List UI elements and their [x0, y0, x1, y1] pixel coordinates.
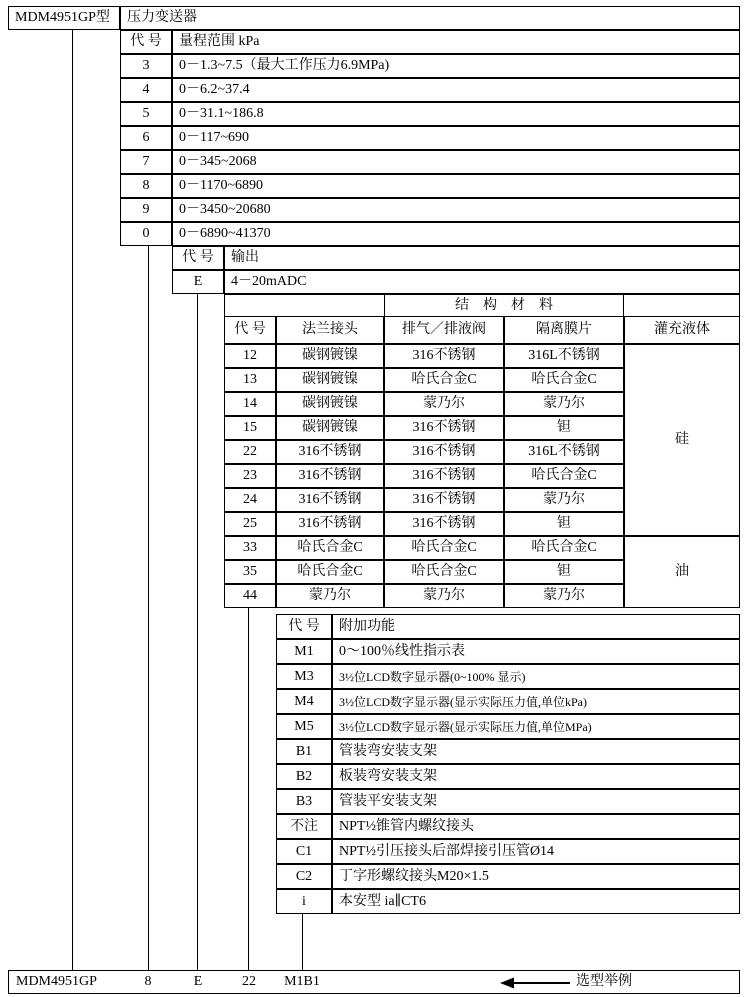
- range-code: 9: [120, 198, 172, 222]
- material-fluid-silicone: 硅: [624, 344, 740, 536]
- material-code: 22: [224, 440, 276, 464]
- material-valve: 蒙乃尔: [384, 584, 504, 608]
- example-range: 8: [132, 971, 164, 993]
- material-flange: 316不锈钢: [276, 488, 384, 512]
- material-code: 33: [224, 536, 276, 560]
- option-code: M4: [276, 689, 332, 714]
- material-code: 24: [224, 488, 276, 512]
- range-code: 8: [120, 174, 172, 198]
- material-valve: 316不锈钢: [384, 416, 504, 440]
- material-flange: 哈氏合金C: [276, 536, 384, 560]
- range-code: 0: [120, 222, 172, 246]
- option-code-header: 代 号: [276, 614, 332, 639]
- example-options: M1B1: [270, 971, 334, 993]
- range-text: 0－6.2~37.4: [172, 78, 740, 102]
- range-code: 3: [120, 54, 172, 78]
- option-code: M5: [276, 714, 332, 739]
- range-code: 4: [120, 78, 172, 102]
- range-text: 0－345~2068: [172, 150, 740, 174]
- option-title: 附加功能: [332, 614, 740, 639]
- option-text: NPT½锥管内螺纹接头: [332, 814, 740, 839]
- material-valve: 哈氏合金C: [384, 368, 504, 392]
- material-flange: 碳钢镀镍: [276, 416, 384, 440]
- material-flange: 316不锈钢: [276, 440, 384, 464]
- material-diaphragm: 蒙乃尔: [504, 488, 624, 512]
- connector-line-output: [197, 294, 198, 970]
- material-diaphragm: 哈氏合金C: [504, 536, 624, 560]
- option-code: M3: [276, 664, 332, 689]
- range-text: 0－6890~41370: [172, 222, 740, 246]
- material-code: 23: [224, 464, 276, 488]
- option-text: 丁字形螺纹接头M20×1.5: [332, 864, 740, 889]
- option-text: 0～100％线性指示表: [332, 639, 740, 664]
- material-diaphragm: 钽: [504, 560, 624, 584]
- material-col-fluid: 灌充液体: [624, 316, 740, 344]
- material-group-title: 结 构 材 料: [384, 294, 624, 316]
- option-text: 3½位LCD数字显示器(显示实际压力值,单位MPa): [332, 714, 740, 739]
- material-valve: 316不锈钢: [384, 440, 504, 464]
- option-code: 不注: [276, 814, 332, 839]
- example-note: 选型举例: [576, 971, 696, 993]
- material-diaphragm: 316L不锈钢: [504, 344, 624, 368]
- material-diaphragm: 钽: [504, 512, 624, 536]
- option-code: B1: [276, 739, 332, 764]
- material-code-header: 代 号: [224, 316, 276, 344]
- material-diaphragm: 钽: [504, 416, 624, 440]
- material-valve: 蒙乃尔: [384, 392, 504, 416]
- material-col-flange: 法兰接头: [276, 316, 384, 344]
- left-arrow-icon: [500, 976, 570, 990]
- example-material: 22: [232, 971, 266, 993]
- material-code: 25: [224, 512, 276, 536]
- material-valve: 316不锈钢: [384, 512, 504, 536]
- option-code: B2: [276, 764, 332, 789]
- material-col-diaphragm: 隔离膜片: [504, 316, 624, 344]
- model-cell: MDM4951GP型: [8, 6, 120, 30]
- material-valve: 哈氏合金C: [384, 560, 504, 584]
- material-diaphragm: 哈氏合金C: [504, 368, 624, 392]
- option-code: M1: [276, 639, 332, 664]
- option-code: C1: [276, 839, 332, 864]
- range-text: 0－1.3~7.5（最大工作压力6.9MPa): [172, 54, 740, 78]
- example-model: MDM4951GP: [10, 971, 122, 993]
- material-diaphragm: 哈氏合金C: [504, 464, 624, 488]
- output-code: E: [172, 270, 224, 294]
- range-text: 0－3450~20680: [172, 198, 740, 222]
- material-code: 35: [224, 560, 276, 584]
- material-flange: 316不锈钢: [276, 512, 384, 536]
- material-diaphragm: 蒙乃尔: [504, 584, 624, 608]
- option-text: NPT½引压接头后部焊接引压管Ø14: [332, 839, 740, 864]
- material-header-filler: [224, 294, 384, 316]
- material-flange: 碳钢镀镍: [276, 392, 384, 416]
- material-code: 12: [224, 344, 276, 368]
- range-text: 0－1170~6890: [172, 174, 740, 198]
- material-flange: 316不锈钢: [276, 464, 384, 488]
- product-cell: 压力变送器: [120, 6, 740, 30]
- option-text: 本安型 ia∥CT6: [332, 889, 740, 914]
- range-code: 6: [120, 126, 172, 150]
- connector-line-model: [72, 30, 73, 970]
- range-text: 0－31.1~186.8: [172, 102, 740, 126]
- option-code: C2: [276, 864, 332, 889]
- output-code-header: 代 号: [172, 246, 224, 270]
- material-code: 13: [224, 368, 276, 392]
- option-text: 3½位LCD数字显示器(显示实际压力值,单位kPa): [332, 689, 740, 714]
- range-title: 量程范围 kPa: [172, 30, 740, 54]
- material-valve: 316不锈钢: [384, 464, 504, 488]
- material-col-valve: 排气／排液阀: [384, 316, 504, 344]
- material-valve: 316不锈钢: [384, 488, 504, 512]
- range-text: 0－117~690: [172, 126, 740, 150]
- material-code: 15: [224, 416, 276, 440]
- example-output: E: [182, 971, 214, 993]
- connector-line-option: [302, 914, 303, 970]
- option-text: 管装弯安装支架: [332, 739, 740, 764]
- material-valve: 316不锈钢: [384, 344, 504, 368]
- material-diaphragm: 蒙乃尔: [504, 392, 624, 416]
- option-text: 板装弯安装支架: [332, 764, 740, 789]
- material-diaphragm: 316L不锈钢: [504, 440, 624, 464]
- material-fluid-oil: 油: [624, 536, 740, 608]
- output-title: 输出: [224, 246, 740, 270]
- material-code: 14: [224, 392, 276, 416]
- range-code: 5: [120, 102, 172, 126]
- material-code: 44: [224, 584, 276, 608]
- material-valve: 哈氏合金C: [384, 536, 504, 560]
- material-flange: 哈氏合金C: [276, 560, 384, 584]
- material-flange: 蒙乃尔: [276, 584, 384, 608]
- material-flange: 碳钢镀镍: [276, 344, 384, 368]
- connector-line-material: [248, 608, 249, 970]
- option-text: 管装平安装支架: [332, 789, 740, 814]
- option-text: 3½位LCD数字显示器(0~100% 显示): [332, 664, 740, 689]
- material-flange: 碳钢镀镍: [276, 368, 384, 392]
- option-code: i: [276, 889, 332, 914]
- connector-line-range: [148, 246, 149, 970]
- range-code: 7: [120, 150, 172, 174]
- range-code-header: 代 号: [120, 30, 172, 54]
- material-header-filler-right: [624, 294, 740, 316]
- option-code: B3: [276, 789, 332, 814]
- output-text: 4－20mADC: [224, 270, 740, 294]
